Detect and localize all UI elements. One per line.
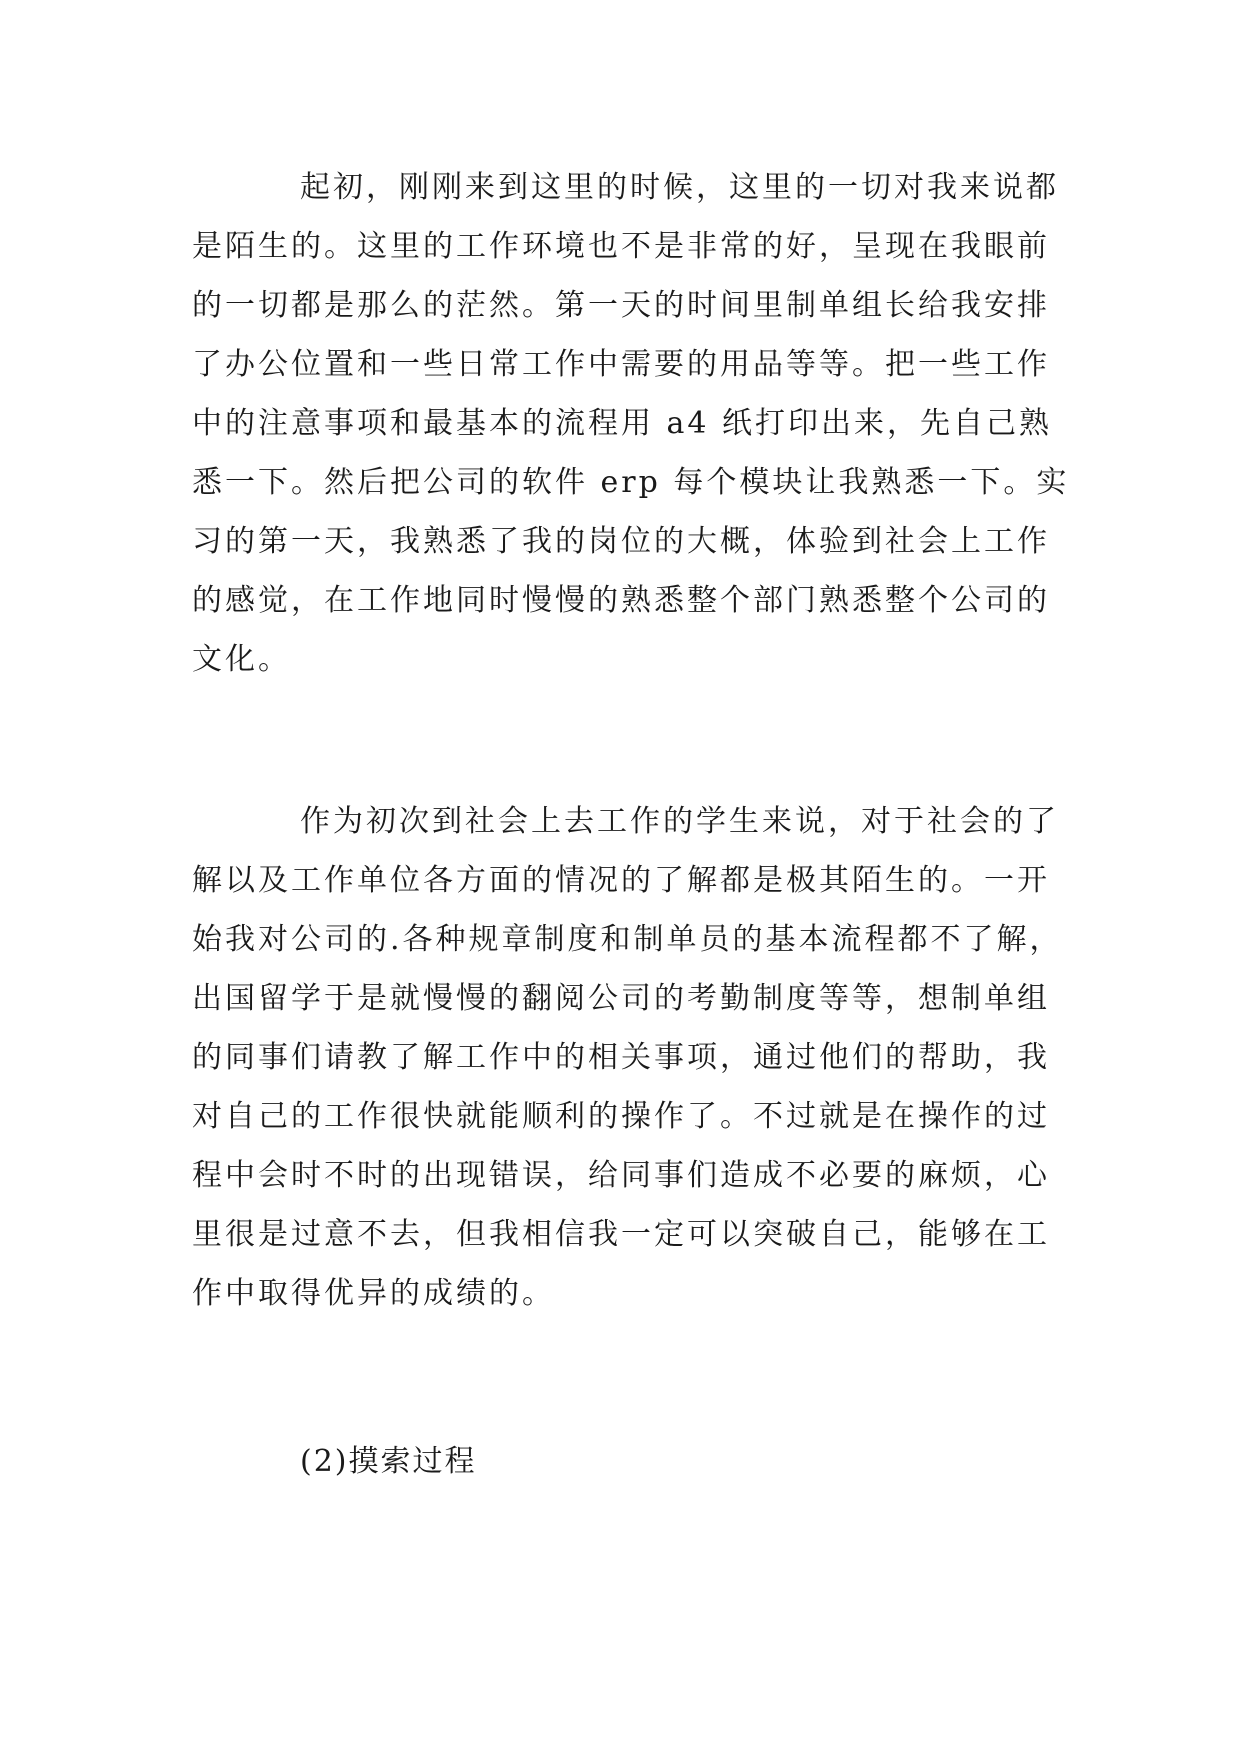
section-heading: (2)摸索过程 — [300, 1444, 477, 1479]
paragraph-line: 是陌生的。这里的工作环境也不是非常的好，呈现在我眼前 — [192, 229, 1050, 264]
paragraph-line: 习的第一天，我熟悉了我的岗位的大概，体验到社会上工作 — [192, 524, 1050, 559]
paragraph-line: 文化。 — [192, 642, 291, 677]
paragraph-2 — [192, 792, 1063, 1323]
paragraph-line: 始我对公司的.各种规章制度和制单员的基本流程都不了解， — [192, 922, 1063, 957]
paragraph-line: 里很是过意不去，但我相信我一定可以突破自己，能够在工 — [192, 1217, 1050, 1252]
paragraph-line: 作为初次到社会上去工作的学生来说，对于社会的了 — [300, 804, 1059, 839]
paragraph-line: 作中取得优异的成绩的。 — [192, 1276, 555, 1311]
paragraph-line: 了办公位置和一些日常工作中需要的用品等等。把一些工作 — [192, 347, 1050, 382]
paragraph-line: 悉一下。然后把公司的软件 erp 每个模块让我熟悉一下。实 — [192, 465, 1070, 500]
paragraph-line: 程中会时不时的出现错误，给同事们造成不必要的麻烦，心 — [192, 1158, 1050, 1193]
paragraph-line: 对自己的工作很快就能顺利的操作了。不过就是在操作的过 — [192, 1099, 1050, 1134]
paragraph-line: 的感觉，在工作地同时慢慢的熟悉整个部门熟悉整个公司的 — [192, 583, 1050, 618]
paragraph-line: 解以及工作单位各方面的情况的了解都是极其陌生的。一开 — [192, 863, 1050, 898]
paragraph-line: 的同事们请教了解工作中的相关事项，通过他们的帮助，我 — [192, 1040, 1050, 1075]
paragraph-line: 的一切都是那么的茫然。第一天的时间里制单组长给我安排 — [192, 288, 1050, 323]
paragraph-line: 出国留学于是就慢慢的翻阅公司的考勤制度等等，想制单组 — [192, 981, 1050, 1016]
paragraph-line: 中的注意事项和最基本的流程用 a4 纸打印出来，先自己熟 — [192, 406, 1053, 441]
paragraph-1 — [192, 158, 1070, 689]
paragraph-line: 起初，刚刚来到这里的时候，这里的一切对我来说都 — [300, 170, 1059, 205]
